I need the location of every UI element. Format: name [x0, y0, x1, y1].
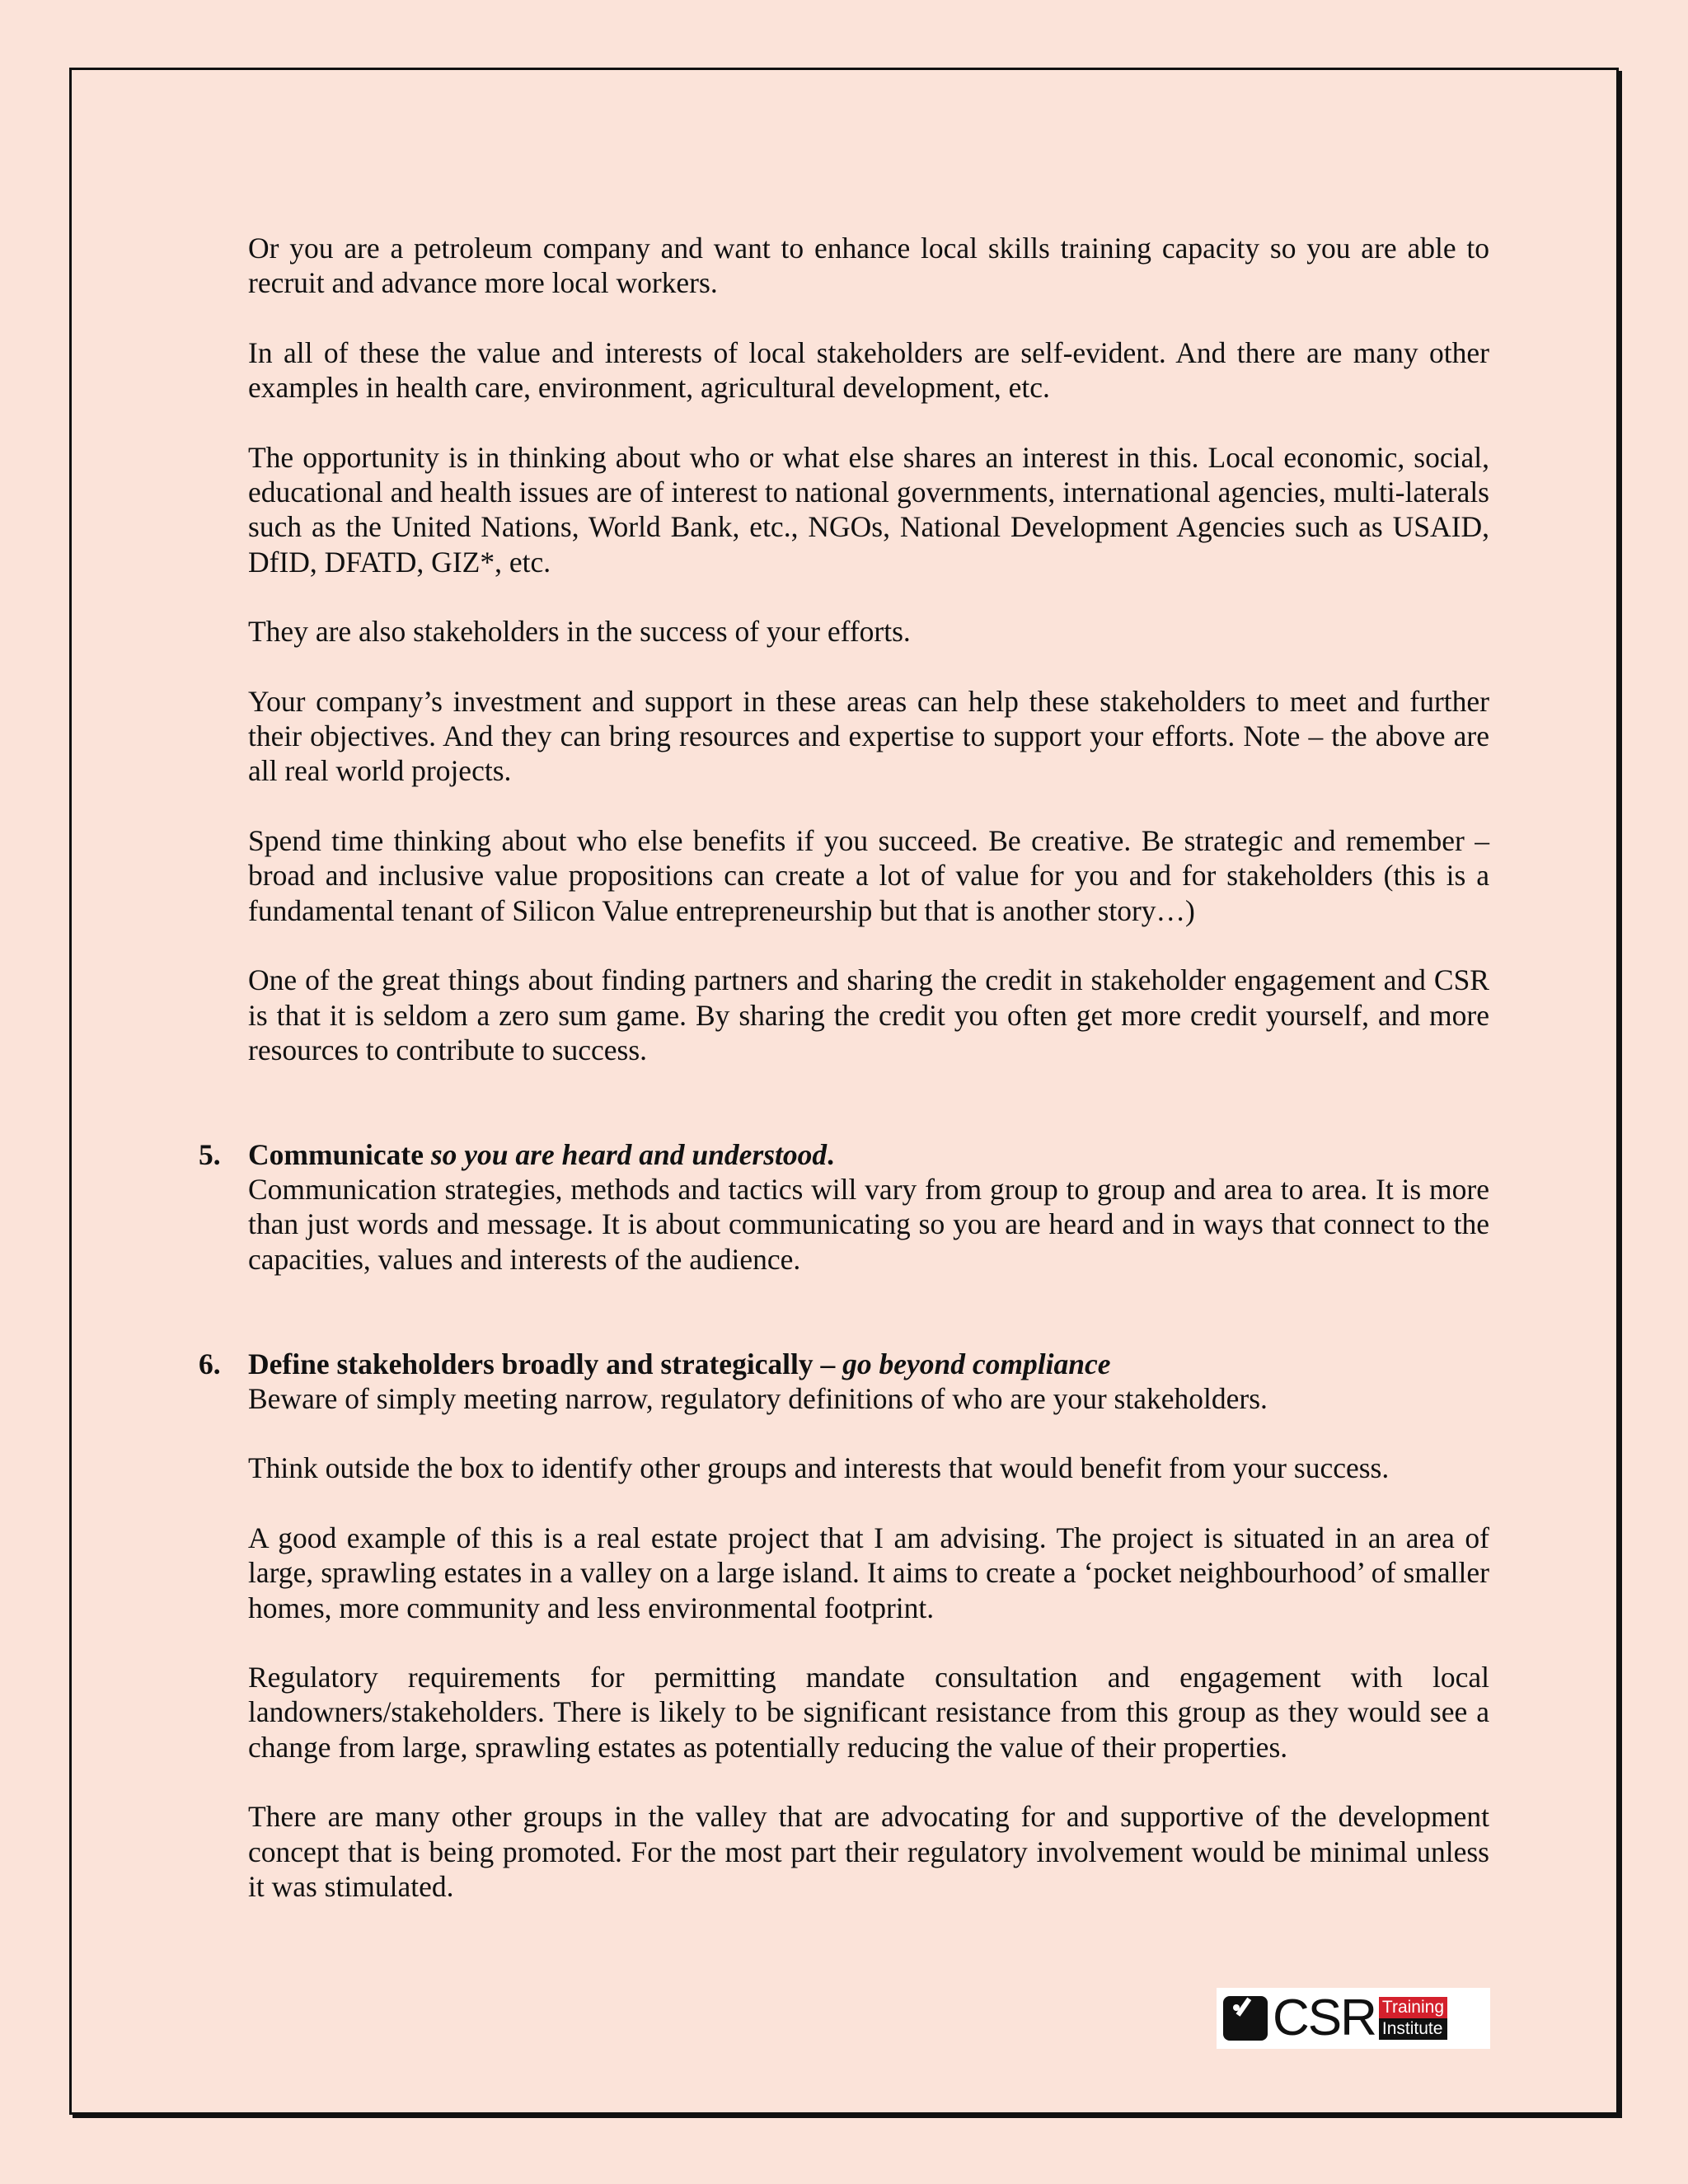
paragraph: Spend time thinking about who else benefits if you succeed. Be creative. Be strategic and remember – broad and inclusive value propositions can create a lot of value for you and for stakeholders (this is a fundamental tenant of Silicon Value entrepreneurship but that is another story…)	[248, 824, 1489, 927]
section-5	[199, 1137, 1489, 1277]
paragraph: A good example of this is a real estate project that I am advising. The project is situated in an area of large, sprawling estates in a valley on a large island. It aims to create a ‘pocket neighbourhood’ of smaller homes, more community and less environmental footprint.	[248, 1521, 1489, 1624]
document-body	[199, 231, 1489, 1939]
heading-bold-text: Define stakeholders broadly and strategically –	[248, 1347, 836, 1380]
heading-end: .	[827, 1137, 835, 1171]
heading-bold-text: Communicate	[248, 1137, 424, 1171]
heading-italic-text: so you are heard and understood	[430, 1137, 828, 1171]
logo-badge	[1379, 1995, 1447, 2041]
logo-badge-bottom: Institute	[1379, 2018, 1447, 2040]
paragraph: In all of these the value and interests of local stakeholders are self-evident. And there are many other examples in health care, environment, agricultural development, etc.	[248, 335, 1489, 405]
logo-badge-top: Training	[1379, 1997, 1447, 2018]
paragraph: Think outside the box to identify other groups and interests that would benefit from your success.	[248, 1451, 1390, 1485]
section-heading	[248, 1137, 1489, 1172]
logo-text: CSR	[1273, 1990, 1376, 2046]
section-6	[199, 1347, 1489, 1905]
csr-training-institute-logo	[1217, 1988, 1490, 2049]
section-number: 6.	[199, 1347, 221, 1380]
paragraph: One of the great things about finding partners and sharing the credit in stakeholder engagement and CSR is that it is seldom a zero sum game. By sharing the credit you often get more credit yourself, and more resources to contribute to success.	[248, 963, 1489, 1066]
paragraph: The opportunity is in thinking about who or what else shares an interest in this. Local economic, social, educational and health issues are of interest to national governments, international agencies, multi-laterals such as the United Nations, World Bank, etc., NGOs, National Development Agencies such as USAID, DfID, DFATD, GIZ*, etc.	[248, 440, 1489, 579]
paragraph: Beware of simply meeting narrow, regulatory definitions of who are your stakeholders.	[248, 1381, 1268, 1415]
paragraph: Or you are a petroleum company and want to enhance local skills training capacity so you are able to recruit and advance more local workers.	[248, 232, 1489, 300]
section-number: 5.	[199, 1137, 221, 1171]
heading-italic-text: go beyond compliance	[842, 1347, 1111, 1380]
paragraph: They are also stakeholders in the success of your efforts.	[248, 615, 911, 649]
paragraph: Regulatory requirements for permitting mandate consultation and engagement with local landowners/stakeholders. There is likely to be significant resistance from this group as they would see a change from large, sprawling estates as potentially reducing the value of their properties.	[248, 1661, 1489, 1764]
paragraph: Communication strategies, methods and tactics will vary from group to group and area to area. It is more than just words and message. It is about communicating so you are heard and in ways that connect to the capacities, values and interests of the audience.	[248, 1173, 1489, 1276]
paragraph: Your company’s investment and support in these areas can help these stakeholders to meet and further their objectives. And they can bring resources and expertise to support your efforts. Note – the above are all real world projects.	[248, 684, 1489, 788]
paragraph: There are many other groups in the valley that are advocating for and supportive of the development concept that is being promoted. For the most part their regulatory involvement would be minimal unless it was stimulated.	[248, 1800, 1489, 1903]
runner-icon	[1223, 1996, 1268, 2041]
section-heading	[248, 1347, 1489, 1381]
